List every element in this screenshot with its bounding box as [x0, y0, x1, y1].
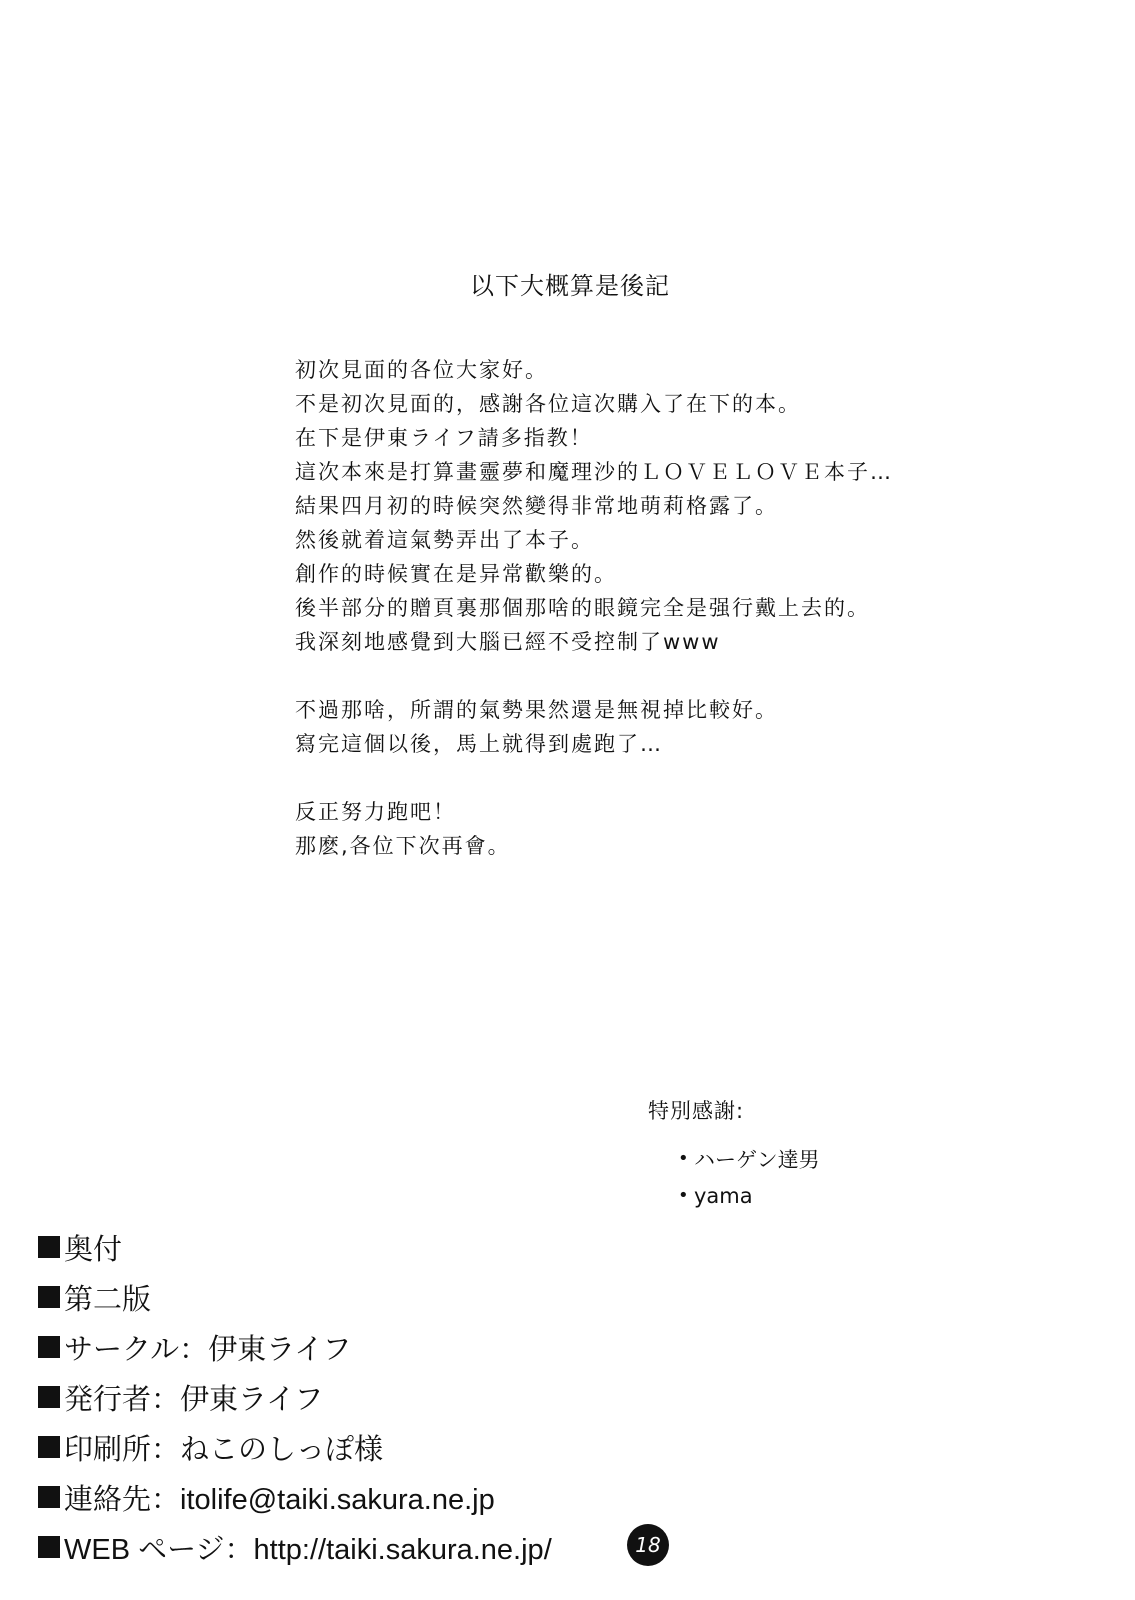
colophon-web: WEB ページ：http://taiki.sakura.ne.jp/	[64, 1533, 552, 1566]
square-bullet-icon	[38, 1386, 60, 1408]
afterword-title: 以下大概算是後記	[470, 272, 670, 300]
afterword-body	[295, 353, 975, 863]
colophon-row	[38, 1272, 552, 1322]
colophon	[38, 1222, 552, 1572]
square-bullet-icon	[38, 1286, 60, 1308]
colophon-text: 発行者：伊東ライフ	[64, 1383, 324, 1416]
colophon-row	[38, 1222, 552, 1272]
colophon-text: 第二版	[64, 1283, 152, 1316]
afterword-line: 結果四月初的時候突然變得非常地萌莉格露了。	[295, 494, 778, 518]
square-bullet-icon	[38, 1236, 60, 1258]
afterword-line: 然後就着這氣勢弄出了本子。	[295, 528, 594, 552]
colophon-row	[38, 1372, 552, 1422]
colophon-row	[38, 1422, 552, 1472]
square-bullet-icon	[38, 1536, 60, 1558]
special-thanks-list	[678, 1140, 820, 1214]
colophon-text: 奥付	[64, 1233, 123, 1266]
thanks-name: ハーゲン達男	[694, 1147, 820, 1172]
colophon-row	[38, 1322, 552, 1372]
bullet-icon: •	[678, 1185, 689, 1206]
afterword-line: 後半部分的贈頁裏那個那啥的眼鏡完全是强行戴上去的。	[295, 596, 870, 620]
page-number-badge: 18	[627, 1524, 669, 1566]
afterword-line: 創作的時候實在是异常歡樂的。	[295, 562, 617, 586]
thanks-name: yama	[694, 1183, 753, 1208]
afterword-line: 這次本來是打算畫靈夢和魔理沙的ＬＯＶＥＬＯＶＥ本子…	[295, 460, 893, 484]
paragraph-gap	[295, 761, 975, 795]
colophon-row	[38, 1472, 552, 1522]
paragraph-gap	[295, 659, 975, 693]
square-bullet-icon	[38, 1336, 60, 1358]
thanks-item	[678, 1140, 820, 1177]
afterword-line: 不過那啥，所謂的氣勢果然還是無視掉比較好。	[295, 698, 778, 722]
square-bullet-icon	[38, 1486, 60, 1508]
afterword-line: 在下是伊東ライフ請多指教！	[295, 426, 593, 450]
afterword-line: 不是初次見面的，感謝各位這次購入了在下的本。	[295, 392, 801, 416]
colophon-contact: 連絡先：itolife@taiki.sakura.ne.jp	[64, 1483, 495, 1516]
colophon-row	[38, 1522, 552, 1572]
special-thanks-heading: 特別感謝:	[648, 1099, 745, 1123]
square-bullet-icon	[38, 1436, 60, 1458]
afterword-line: 反正努力跑吧！	[295, 800, 456, 824]
colophon-text: 印刷所：ねこのしっぽ様	[64, 1433, 384, 1466]
bullet-icon: •	[678, 1148, 689, 1169]
afterword-line: 那麽,各位下次再會。	[295, 834, 511, 858]
colophon-text: サークル：伊東ライフ	[64, 1333, 352, 1366]
afterword-line: 寫完這個以後，馬上就得到處跑了…	[295, 732, 663, 756]
afterword-line: 我深刻地感覺到大腦已經不受控制了www	[295, 630, 721, 654]
afterword-line: 初次見面的各位大家好。	[295, 358, 548, 382]
thanks-item	[678, 1177, 820, 1214]
